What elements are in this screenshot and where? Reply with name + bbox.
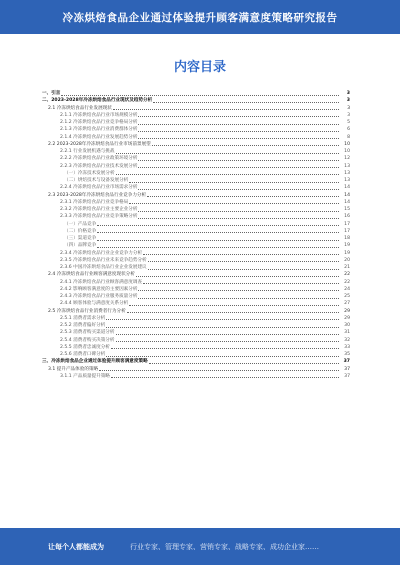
toc-page-number: 33: [344, 344, 350, 350]
toc-entry[interactable]: [42, 257, 350, 264]
toc-entry[interactable]: [42, 235, 350, 242]
toc-entry-title: 2.1.2 冷冻烘焙食品行业竞争格局分析: [60, 120, 138, 125]
toc-dot-leader: [138, 116, 339, 117]
toc-dot-leader: [97, 225, 339, 226]
toc-dot-leader: [138, 131, 339, 132]
toc-dot-leader: [152, 145, 339, 146]
toc-entry-title: 2.4.3 冷冻烘焙食品行业服务质量分析: [60, 294, 138, 299]
toc-entry[interactable]: [42, 264, 350, 271]
toc-page-number: 14: [344, 185, 350, 191]
toc-page-number: 32: [344, 337, 350, 343]
toc-entry-title: 3.1 提升产品体验的策略: [48, 366, 99, 372]
toc-entry-title: 2.2 2023-2028年冷冻烘焙食品行业市场前景展望: [48, 141, 151, 147]
toc-dot-leader: [97, 232, 339, 233]
toc-dot-leader: [116, 341, 340, 342]
toc-entry-title: 2.5.1 消费者需求分析: [60, 315, 106, 321]
toc-page-number: 8: [347, 134, 350, 140]
toc-dot-leader: [148, 269, 339, 270]
toc-entry[interactable]: [42, 242, 350, 249]
toc-dot-leader: [136, 276, 339, 277]
toc-page-number: 13: [344, 170, 350, 176]
toc-entry[interactable]: [42, 90, 350, 97]
toc-entry[interactable]: [42, 206, 350, 213]
toc-page-number: 15: [344, 207, 350, 212]
toc-dot-leader: [153, 102, 339, 103]
toc-entry[interactable]: [42, 119, 350, 126]
toc-page-number: 29: [344, 308, 350, 314]
toc-entry-title: 2.3 2023-2028年冷冻烘焙食品行业竞争力分析: [48, 192, 147, 198]
toc-page-number: 30: [344, 323, 350, 328]
toc-entry-title: （三）渠道竞争: [64, 236, 97, 241]
toc-heading: 内容目录: [173, 60, 226, 75]
toc-entry[interactable]: [42, 192, 350, 199]
toc-entry-title: 2.2.3 冷冻烘焙食品行业技术发展分析: [60, 163, 138, 169]
toc-dot-leader: [129, 182, 339, 183]
toc-entry-title: 二、2023-2028年冷冻烘焙食品行业现状及趋势分析: [42, 98, 153, 104]
toc-entry-title: 3.1.1 产品质量提升策略: [60, 373, 110, 379]
toc-dot-leader: [138, 138, 339, 139]
toc-page-number: 3: [347, 112, 350, 118]
toc-page-number: 22: [344, 279, 350, 285]
toc-page-number: 17: [344, 228, 350, 234]
toc-page-number: 37: [343, 359, 350, 365]
toc-entry-title: 2.1.1 冷冻烘焙食品行业市场规模分析: [60, 112, 138, 118]
toc-page-number: 21: [344, 265, 350, 270]
toc-page-number: 10: [344, 149, 350, 154]
footer-slogan: 让每个人都能成为: [48, 542, 104, 551]
toc-page-number: 31: [344, 330, 350, 336]
toc-entry[interactable]: [42, 286, 350, 293]
toc-dot-leader: [106, 327, 339, 328]
toc-entry[interactable]: [42, 228, 350, 235]
toc-dot-leader: [138, 211, 339, 212]
toc-dot-leader: [99, 370, 339, 371]
toc-page-number: 35: [344, 352, 350, 357]
toc-entry-title: 一、引言: [42, 91, 61, 96]
toc-page-number: 22: [344, 272, 350, 278]
toc-entry-title: 2.3.2 冷冻烘焙食品行业主要企业分析: [60, 207, 138, 212]
toc-page-number: 10: [344, 141, 350, 147]
report-title: 冷冻烘焙食品企业通过体验提升顾客满意度策略研究报告: [62, 11, 338, 24]
toc-dot-leader: [149, 363, 339, 364]
toc-entry[interactable]: [42, 163, 350, 170]
toc-dot-leader: [138, 160, 339, 161]
toc-entry-title: 2.3.6 中国冷冻烘焙食品行业企业发展建议: [60, 265, 147, 270]
toc-dot-leader: [138, 290, 339, 291]
toc-entry-title: 三、冷冻烘焙食品企业通过体验提升顾客满意度策略: [42, 359, 148, 365]
toc-entry-title: 2.5 冷冻烘焙食品行业消费者行为分析: [48, 308, 126, 314]
toc-entry[interactable]: [42, 315, 350, 322]
report-footer-banner: [0, 528, 400, 565]
toc-entry[interactable]: [42, 141, 350, 148]
toc-dot-leader: [116, 153, 340, 154]
toc-page-number: 3: [346, 91, 350, 96]
toc-entry-title: （一）产品竞争: [64, 221, 97, 227]
toc-entry[interactable]: [42, 155, 350, 162]
toc-entry[interactable]: [42, 337, 350, 344]
toc-dot-leader: [138, 124, 339, 125]
toc-entry[interactable]: [42, 366, 350, 373]
toc-entry[interactable]: [42, 322, 350, 329]
toc-entry-title: 2.2.4 冷冻烘焙食品行业市场需求分析: [60, 185, 138, 191]
toc-entry-title: 2.5.2 消费者偏好分析: [60, 323, 106, 328]
toc-entry[interactable]: [42, 112, 350, 119]
toc-page-number: 27: [344, 301, 350, 307]
toc-entry[interactable]: [42, 250, 350, 257]
toc-page-number: 14: [344, 192, 350, 198]
toc-entry[interactable]: [42, 105, 350, 112]
toc-page-number: 20: [344, 257, 350, 263]
toc-dot-leader: [116, 174, 339, 175]
toc-page-number: 37: [344, 366, 350, 372]
toc-page-number: 6: [347, 127, 350, 133]
toc-entry-title: 2.5.3 消费者购买渠道分析: [60, 330, 115, 336]
toc-entry[interactable]: [42, 184, 350, 191]
toc-dot-leader: [138, 189, 339, 190]
toc-dot-leader: [97, 240, 339, 241]
table-of-contents: [42, 90, 350, 380]
toc-entry-title: 2.4.4 顾客体验与满意度关系分析: [60, 301, 129, 307]
toc-dot-leader: [138, 298, 339, 299]
toc-dot-leader: [143, 254, 339, 255]
toc-entry-title: （四）品牌竞争: [64, 243, 97, 249]
toc-page-number: 12: [344, 156, 350, 162]
toc-page-number: 13: [344, 178, 350, 183]
toc-page-number: 37: [344, 373, 350, 379]
toc-page-number: 14: [344, 199, 350, 205]
toc-entry-title: 2.4.2 影响顾客满意度的主要因素分析: [60, 286, 138, 292]
toc-dot-leader: [116, 334, 340, 335]
toc-entry[interactable]: [42, 293, 350, 300]
toc-entry-title: （一）冷冻技术发展分析: [64, 170, 115, 176]
toc-dot-leader: [106, 356, 339, 357]
toc-entry[interactable]: [42, 148, 350, 155]
toc-entry-title: 2.3.1 冷冻烘焙食品行业竞争格局: [60, 199, 129, 205]
toc-entry[interactable]: [42, 300, 350, 307]
toc-dot-leader: [97, 247, 339, 248]
toc-dot-leader: [148, 261, 339, 262]
toc-dot-leader: [106, 319, 339, 320]
toc-page-number: 13: [344, 163, 350, 169]
toc-entry[interactable]: [42, 97, 350, 104]
toc-dot-leader: [138, 218, 339, 219]
toc-entry[interactable]: [42, 221, 350, 228]
toc-page-number: 18: [344, 236, 350, 241]
toc-entry[interactable]: [42, 170, 350, 177]
toc-page-number: 5: [347, 120, 350, 125]
toc-entry-title: 2.4 冷冻烘焙食品行业顾客满意度现状分析: [48, 272, 135, 278]
toc-entry[interactable]: [42, 177, 350, 184]
toc-entry-title: 2.3.4 冷冻烘焙食品行业企业竞争力分析: [60, 250, 143, 256]
toc-entry-title: 2.2.2 冷冻烘焙食品行业政策环境分析: [60, 156, 138, 162]
toc-page-number: 19: [344, 250, 350, 256]
toc-page-number: 3: [346, 98, 350, 104]
toc-dot-leader: [111, 377, 339, 378]
toc-entry[interactable]: [42, 213, 350, 220]
toc-dot-leader: [111, 348, 339, 349]
toc-dot-leader: [138, 167, 339, 168]
toc-dot-leader: [127, 312, 339, 313]
report-header-banner: [0, 0, 400, 34]
toc-entry[interactable]: [42, 308, 350, 315]
toc-entry-title: 2.5.5 消费者忠诚度分析: [60, 344, 110, 350]
toc-entry[interactable]: [42, 329, 350, 336]
toc-page-number: 29: [344, 315, 350, 321]
toc-entry-title: 2.2.1 行业发展机遇与挑战: [60, 149, 115, 154]
toc-entry-title: 2.1.4 冷冻烘焙食品行业发展趋势分析: [60, 134, 138, 140]
toc-entry-title: （二）价格竞争: [64, 228, 97, 234]
toc-dot-leader: [129, 203, 339, 204]
toc-page-number: 25: [344, 294, 350, 299]
toc-entry[interactable]: [42, 199, 350, 206]
footer-expert-list: 行业专家、管理专家、营销专家、战略专家、成功企业家……: [130, 542, 319, 551]
toc-dot-leader: [113, 109, 339, 110]
toc-entry-title: 2.5.6 消费者口碑分析: [60, 352, 106, 357]
toc-entry[interactable]: [42, 344, 350, 351]
toc-dot-leader: [129, 305, 339, 306]
toc-entry-title: 2.1.3 冷冻烘焙食品行业消费群体分析: [60, 127, 138, 133]
toc-entry[interactable]: [42, 279, 350, 286]
toc-entry-title: （二）烘焙技术与设备发展分析: [64, 178, 129, 183]
toc-dot-leader: [143, 283, 339, 284]
toc-entry-title: 2.1 冷冻烘焙食品行业发展现状: [48, 105, 112, 111]
toc-entry-title: 2.3.3 冷冻烘焙食品行业竞争策略分析: [60, 214, 138, 220]
toc-entry[interactable]: [42, 351, 350, 358]
toc-page-number: 17: [344, 221, 350, 227]
toc-entry[interactable]: [42, 126, 350, 133]
toc-entry[interactable]: [42, 358, 350, 365]
toc-entry[interactable]: [42, 373, 350, 380]
toc-entry-title: 2.3.5 冷冻烘焙食品行业未来竞争趋势分析: [60, 257, 147, 263]
toc-entry[interactable]: [42, 271, 350, 278]
toc-entry-title: 2.4.1 冷冻烘焙食品行业顾客满意度调查: [60, 279, 143, 285]
toc-entry-title: 2.5.4 消费者购买决策分析: [60, 337, 115, 343]
toc-page-number: 24: [344, 286, 350, 292]
toc-page-number: 16: [344, 214, 350, 220]
toc-entry[interactable]: [42, 134, 350, 141]
toc-page-number: 3: [347, 105, 350, 111]
toc-dot-leader: [61, 95, 339, 96]
toc-page-number: 19: [344, 243, 350, 249]
toc-dot-leader: [147, 196, 339, 197]
